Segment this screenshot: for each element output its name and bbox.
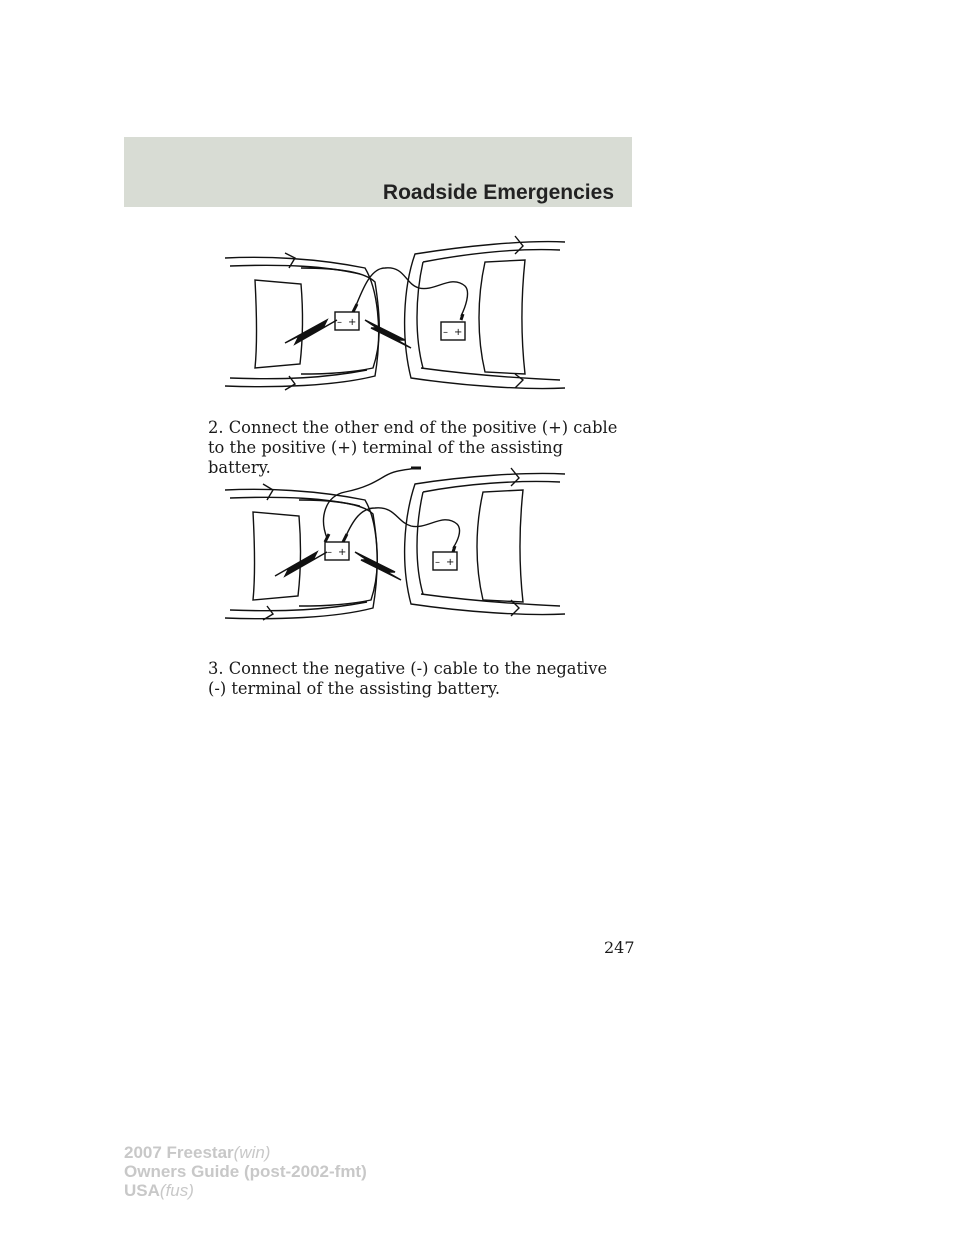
svg-text:–: – xyxy=(337,317,342,328)
lightning-icon xyxy=(285,320,337,344)
section-header xyxy=(124,137,632,207)
footer-line-1: 2007 Freestar(win) xyxy=(124,1143,271,1162)
jump-start-diagram-step-2 xyxy=(225,228,565,396)
instruction-step-3: 3. Connect the negative (-) cable to the negative (-) terminal of the assisting battery. xyxy=(208,659,608,699)
page-number: 247 xyxy=(604,938,635,957)
positive-cable xyxy=(345,508,460,548)
section-title: Roadside Emergencies xyxy=(382,181,614,204)
svg-text:+: + xyxy=(338,547,347,558)
svg-text:+: + xyxy=(348,317,357,328)
document-footer xyxy=(124,1143,367,1200)
positive-cable xyxy=(355,268,468,316)
instruction-step-2: 2. Connect the other end of the positive (+) cable to the positive (+) terminal of the assisting battery. xyxy=(208,418,618,478)
svg-text:+: + xyxy=(454,327,463,338)
footer-line-2: Owners Guide (post-2002-fmt) xyxy=(124,1162,367,1181)
svg-text:–: – xyxy=(443,327,448,338)
svg-text:–: – xyxy=(327,547,332,558)
assisting-vehicle-outline xyxy=(405,468,565,616)
disabled-vehicle-outline xyxy=(225,484,377,620)
lightning-icon xyxy=(355,552,401,580)
svg-text:–: – xyxy=(435,557,440,568)
assisting-vehicle-outline xyxy=(405,236,565,389)
footer-line-3: USA(fus) xyxy=(124,1181,194,1200)
jump-start-diagram-step-3 xyxy=(225,462,565,622)
negative-cable xyxy=(324,468,417,538)
svg-text:+: + xyxy=(446,557,455,568)
